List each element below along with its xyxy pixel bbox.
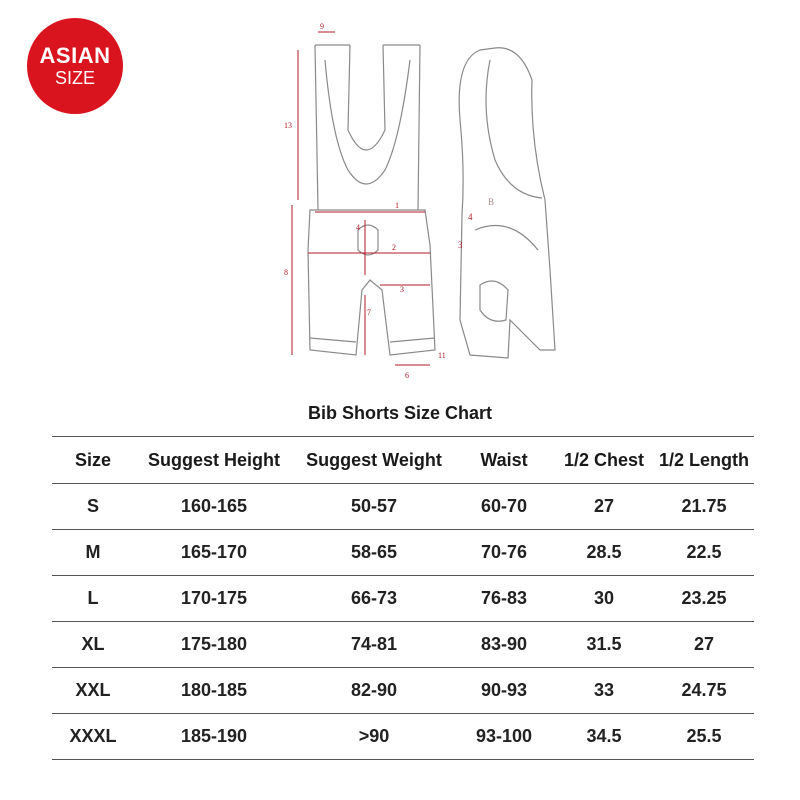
table-cell: 21.75 — [654, 484, 754, 530]
table-row — [52, 530, 754, 576]
table-cell: 22.5 — [654, 530, 754, 576]
badge-line-2: SIZE — [54, 68, 95, 88]
table-cell: 58-65 — [294, 530, 454, 576]
table-cell: 185-190 — [134, 714, 294, 760]
table-cell: 160-165 — [134, 484, 294, 530]
diagram-label: 8 — [284, 268, 288, 277]
table-cell: M — [52, 530, 134, 576]
diagram-label: 4 — [356, 223, 360, 232]
diagram-label: 11 — [438, 351, 446, 360]
table-cell: 74-81 — [294, 622, 454, 668]
back-labels — [458, 197, 494, 250]
table-header-row — [52, 437, 754, 484]
asian-size-badge — [27, 18, 123, 114]
table-cell: 90-93 — [454, 668, 554, 714]
table-cell: XXXL — [52, 714, 134, 760]
table-cell: 82-90 — [294, 668, 454, 714]
table-cell: 66-73 — [294, 576, 454, 622]
diagram-label: B — [488, 197, 495, 207]
column-header: 1/2 Length — [654, 437, 754, 484]
table-cell: 33 — [554, 668, 654, 714]
diagram-label: 7 — [367, 308, 371, 317]
table-row — [52, 668, 754, 714]
table-row — [52, 484, 754, 530]
chart-title: Bib Shorts Size Chart — [307, 403, 493, 423]
table-cell: 25.5 — [654, 714, 754, 760]
column-header: Suggest Weight — [294, 437, 454, 484]
table-cell: 27 — [554, 484, 654, 530]
table-cell: 27 — [654, 622, 754, 668]
badge-line-1: ASIAN — [39, 43, 111, 68]
table-cell: 60-70 — [454, 484, 554, 530]
table-cell: 83-90 — [454, 622, 554, 668]
table-cell: XXL — [52, 668, 134, 714]
diagram-label: 9 — [320, 22, 324, 31]
column-header: Size — [52, 437, 134, 484]
table-cell: 175-180 — [134, 622, 294, 668]
table-cell: 76-83 — [454, 576, 554, 622]
diagram-label: 2 — [392, 243, 396, 252]
diagram-label: 4 — [468, 212, 473, 222]
table-cell: 31.5 — [554, 622, 654, 668]
diagram-label: 3 — [400, 285, 404, 294]
bib-shorts-diagram — [270, 20, 590, 390]
table-cell: S — [52, 484, 134, 530]
table-cell: 30 — [554, 576, 654, 622]
table-cell: 24.75 — [654, 668, 754, 714]
table-cell: 28.5 — [554, 530, 654, 576]
table-cell: XL — [52, 622, 134, 668]
diagram-label: 6 — [405, 371, 409, 380]
side-view — [459, 48, 555, 358]
table-row — [52, 714, 754, 760]
table-cell: 93-100 — [454, 714, 554, 760]
diagram-label: 1 — [395, 201, 399, 210]
table-cell: 170-175 — [134, 576, 294, 622]
front-view — [308, 45, 435, 355]
size-chart-table — [52, 436, 754, 760]
table-cell: 34.5 — [554, 714, 654, 760]
table-cell: 165-170 — [134, 530, 294, 576]
table-cell: >90 — [294, 714, 454, 760]
measure-lines — [292, 32, 430, 365]
table-cell: 50-57 — [294, 484, 454, 530]
column-header: Suggest Height — [134, 437, 294, 484]
table-cell: L — [52, 576, 134, 622]
table-cell: 23.25 — [654, 576, 754, 622]
diagram-label: 3 — [458, 240, 463, 250]
table-cell: 70-76 — [454, 530, 554, 576]
diagram-label: 13 — [284, 121, 292, 130]
table-row — [52, 622, 754, 668]
column-header: 1/2 Chest — [554, 437, 654, 484]
table-cell: 180-185 — [134, 668, 294, 714]
table-row — [52, 576, 754, 622]
column-header: Waist — [454, 437, 554, 484]
